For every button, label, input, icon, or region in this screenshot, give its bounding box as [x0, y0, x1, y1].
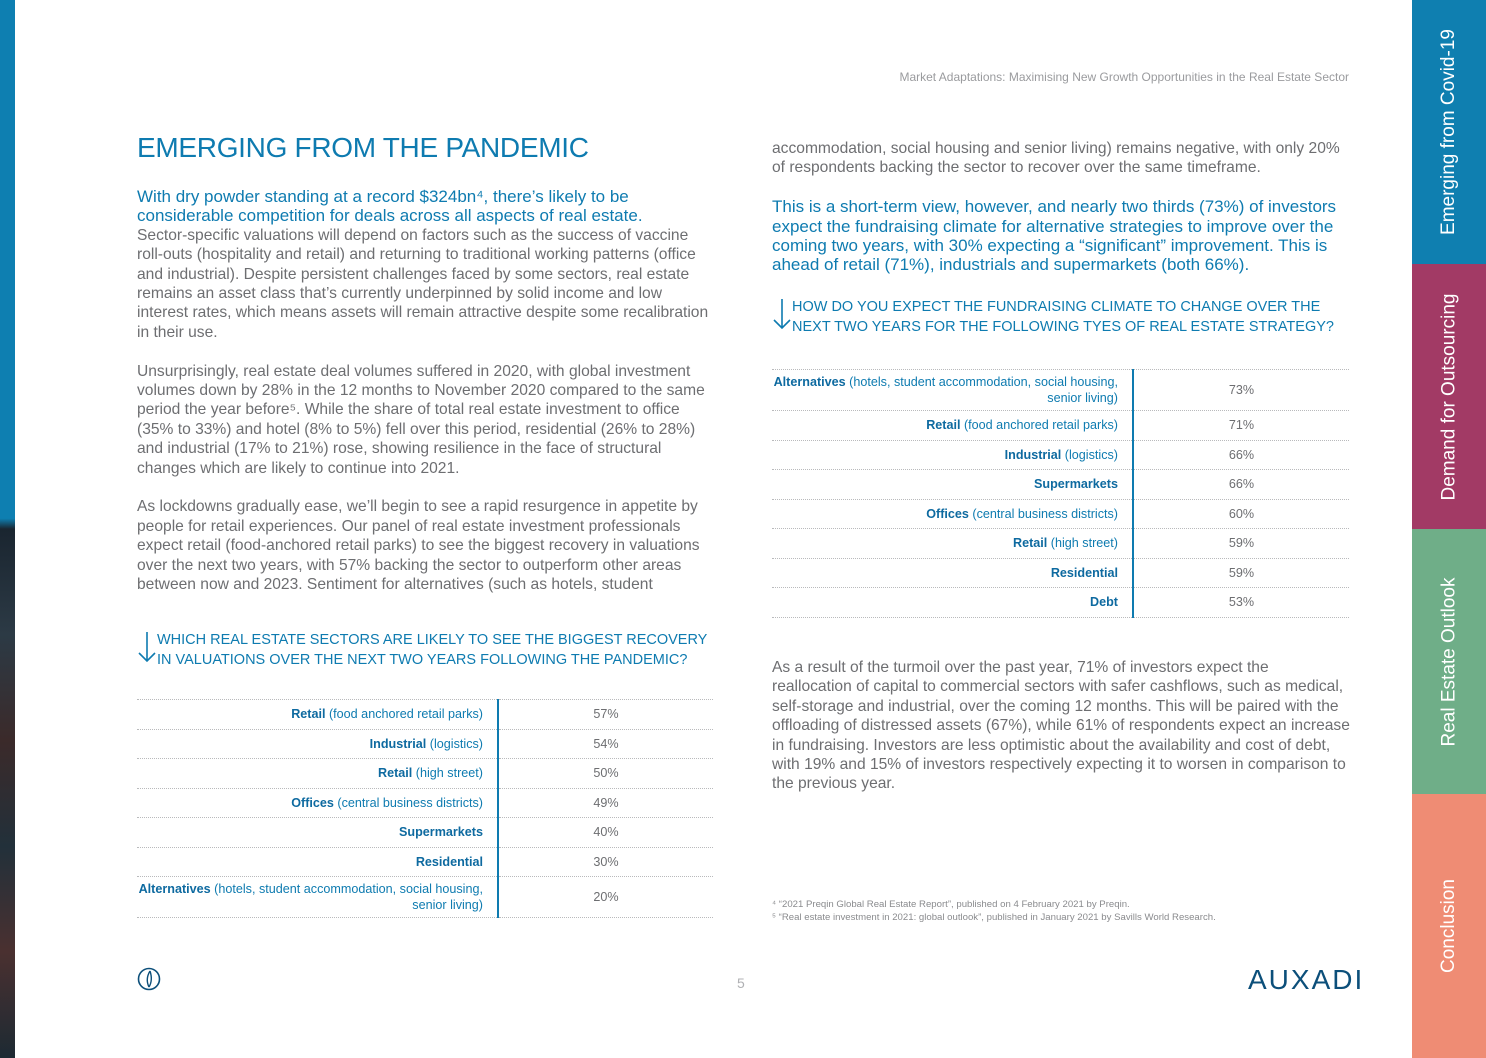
- right-column-top: [772, 139, 1348, 275]
- table-row: [772, 558, 1349, 588]
- row-label: [772, 499, 1133, 529]
- table-row: [137, 788, 713, 818]
- row-value: 40%: [498, 818, 713, 848]
- recovery-table: [137, 699, 713, 918]
- body-paragraph: accommodation, social housing and senior living) remains negative, with only 20% of respondents backing the sector to recover over the same timeframe.: [772, 140, 1340, 177]
- table-row: [772, 529, 1349, 559]
- row-label-bold: Debt: [1090, 595, 1118, 610]
- row-value: 54%: [498, 729, 713, 759]
- row-value: 71%: [1133, 411, 1349, 441]
- question-text: WHICH REAL ESTATE SECTORS ARE LIKELY TO SEE THE BIGGEST RECOVERY IN VALUATIONS OVER THE NEXT TWO YEARS FOLLOWING THE PANDEMIC?: [157, 632, 708, 668]
- row-value: 20%: [498, 877, 713, 918]
- row-label-detail: (logistics): [1061, 447, 1118, 462]
- row-value: 53%: [1133, 588, 1349, 618]
- nav-tab-label: Real Estate Outlook: [1438, 577, 1460, 746]
- table-row: [772, 370, 1349, 411]
- section-title: EMERGING FROM THE PANDEMIC: [137, 132, 589, 163]
- row-label-bold: Offices: [926, 506, 969, 521]
- row-label-detail: (hotels, student accommodation, social housing, senior living): [845, 375, 1118, 405]
- row-label-bold: Retail: [1013, 536, 1048, 551]
- row-label: [137, 847, 498, 877]
- row-label-bold: Alternatives: [138, 882, 211, 896]
- table-row: [137, 818, 713, 848]
- nav-tab-outlook[interactable]: [1412, 529, 1486, 794]
- row-value: 30%: [498, 847, 713, 877]
- row-value: 60%: [1133, 499, 1349, 529]
- row-label-bold: Retail: [926, 418, 961, 433]
- row-label-detail: (food anchored retail parks): [960, 418, 1118, 433]
- row-label-detail: (food anchored retail parks): [325, 707, 483, 722]
- row-label-bold: Supermarkets: [399, 825, 483, 840]
- running-header: Market Adaptations: Maximising New Growth Opportunities in the Real Estate Sector: [899, 70, 1349, 84]
- row-label-bold: Residential: [415, 854, 483, 869]
- row-label: [772, 470, 1133, 500]
- row-label-detail: (high street): [1047, 536, 1118, 551]
- arrow-down-icon: [137, 631, 157, 667]
- row-label: [772, 588, 1133, 618]
- lead-paragraph: With dry powder standing at a record $324bn⁴, there’s likely to be considerable competition for deals across all aspects of real estate.: [137, 187, 643, 226]
- nav-tab-label: Demand for Outsourcing: [1438, 293, 1459, 500]
- fundraising-table: [772, 369, 1349, 618]
- row-label: [772, 529, 1133, 559]
- row-label: [772, 370, 1133, 411]
- section-nav: [1412, 0, 1486, 1058]
- body-paragraph: As lockdowns gradually ease, we’ll begin to see a rapid resurgence in appetite by people for retail experiences. Our panel of real estate investment professionals expect retail (food-anchored retail parks) to see the biggest recovery in valuations over the next two years, with 57% backing the sector to outperform other areas between now and 2023. Sentiment for alternatives (such as hotels, student: [137, 498, 700, 594]
- row-value: 59%: [1133, 529, 1349, 559]
- footnote: ⁵ “Real estate investment in 2021: global outlook”, published in January 2021 by Savills World Research.: [772, 912, 1216, 923]
- row-label-bold: Supermarkets: [1034, 477, 1118, 492]
- nav-tab-conclusion[interactable]: [1412, 794, 1486, 1058]
- row-label-bold: Industrial: [1004, 447, 1062, 462]
- row-label: [137, 700, 498, 730]
- body-paragraph: Sector-specific valuations will depend on factors such as the success of vaccine roll-outs (hospitality and retail) and returning to traditional working patterns (office and industrial). Despite persistent challenges faced by some sectors, real estate remains an asset class that’s currently underpinned by solid income and low interest rates, which means assets will remain attractive despite some recalibration in their use.: [137, 226, 709, 341]
- row-label: [137, 729, 498, 759]
- row-value: 50%: [498, 759, 713, 789]
- table-row: [137, 877, 713, 918]
- row-label-bold: Retail: [291, 707, 326, 722]
- table-row: [772, 499, 1349, 529]
- nav-tab-label: Emerging from Covid-19: [1438, 29, 1460, 235]
- row-value: 73%: [1133, 370, 1349, 411]
- nav-tab-demand[interactable]: [1412, 264, 1486, 529]
- row-value: 66%: [1133, 470, 1349, 500]
- left-decorative-strip: [0, 0, 15, 1058]
- row-label-detail: (hotels, student accommodation, social housing, senior living): [210, 882, 483, 912]
- lead-paragraph: This is a short-term view, however, and nearly two thirds (73%) of investors expect the fundraising climate for alternative strategies to improve over the coming two years, with 30% expecting a “significant” improvement. This is ahead of retail (71%), industrials and supermarkets (both 66%).: [772, 197, 1337, 275]
- table-row: [137, 759, 713, 789]
- table-row: [772, 411, 1349, 441]
- row-label-detail: (central business districts): [968, 506, 1118, 521]
- row-value: 66%: [1133, 440, 1349, 470]
- page-number: 5: [737, 975, 745, 991]
- row-label: [772, 558, 1133, 588]
- footnote: ⁴ “2021 Preqin Global Real Estate Report”, published on 4 February 2021 by Preqin.: [772, 899, 1130, 910]
- brand-mark-icon: [137, 967, 161, 991]
- table-row: [772, 440, 1349, 470]
- row-label: [137, 788, 498, 818]
- table-row: [772, 588, 1349, 618]
- row-value: 59%: [1133, 558, 1349, 588]
- auxadi-logo: AUXADI: [1248, 964, 1365, 995]
- question-heading-1: [137, 631, 713, 670]
- row-label-bold: Alternatives: [773, 375, 846, 389]
- table-row: [772, 470, 1349, 500]
- row-value: 49%: [498, 788, 713, 818]
- row-label: [137, 759, 498, 789]
- row-label-detail: (high street): [412, 766, 483, 781]
- row-value: 57%: [498, 700, 713, 730]
- row-label-bold: Offices: [291, 795, 334, 810]
- row-label: [772, 411, 1133, 441]
- table-row: [137, 729, 713, 759]
- row-label-detail: (logistics): [426, 736, 483, 751]
- footnotes: [772, 898, 1216, 924]
- right-column-bottom: [772, 658, 1350, 813]
- question-text: HOW DO YOU EXPECT THE FUNDRAISING CLIMATE TO CHANGE OVER THE NEXT TWO YEARS FOR THE FOLLOWING TYES OF REAL ESTATE STRATEGY?: [792, 299, 1334, 335]
- body-paragraph: As a result of the turmoil over the past year, 71% of investors expect the reallocation of capital to commercial sectors with safer cashflows, such as medical, self-storage and industrial, over the coming 12 months. This will be paired with the offloading of distressed assets (67%), while 61% of respondents expect an increase in fundraising. Investors are less optimistic about the availability and cost of debt, with 19% and 15% of investors respectively expecting it to worsen in comparison to the previous year.: [772, 659, 1350, 793]
- arrow-down-icon: [772, 298, 792, 334]
- nav-tab-emerging[interactable]: [1412, 0, 1486, 264]
- row-label: [137, 877, 498, 918]
- left-column: [137, 187, 711, 614]
- table-row: [137, 700, 713, 730]
- question-heading-2: [772, 298, 1349, 337]
- row-label: [772, 440, 1133, 470]
- table-row: [137, 847, 713, 877]
- row-label-bold: Industrial: [369, 736, 427, 751]
- body-paragraph: Unsurprisingly, real estate deal volumes suffered in 2020, with global investment volumes down by 28% in the 12 months to November 2020 compared to the same period the year before⁵. While the share of total real estate investment to office (35% to 33%) and hotel (8% to 5%) fell over this period, residential (26% to 28%) and industrial (17% to 21%) rose, showing resilience in the face of structural changes which are likely to continue into 2021.: [137, 362, 705, 477]
- nav-tab-label: Conclusion: [1438, 879, 1459, 973]
- row-label: [137, 818, 498, 848]
- row-label-bold: Residential: [1050, 565, 1118, 580]
- row-label-detail: (central business districts): [333, 795, 483, 810]
- row-label-bold: Retail: [378, 766, 413, 781]
